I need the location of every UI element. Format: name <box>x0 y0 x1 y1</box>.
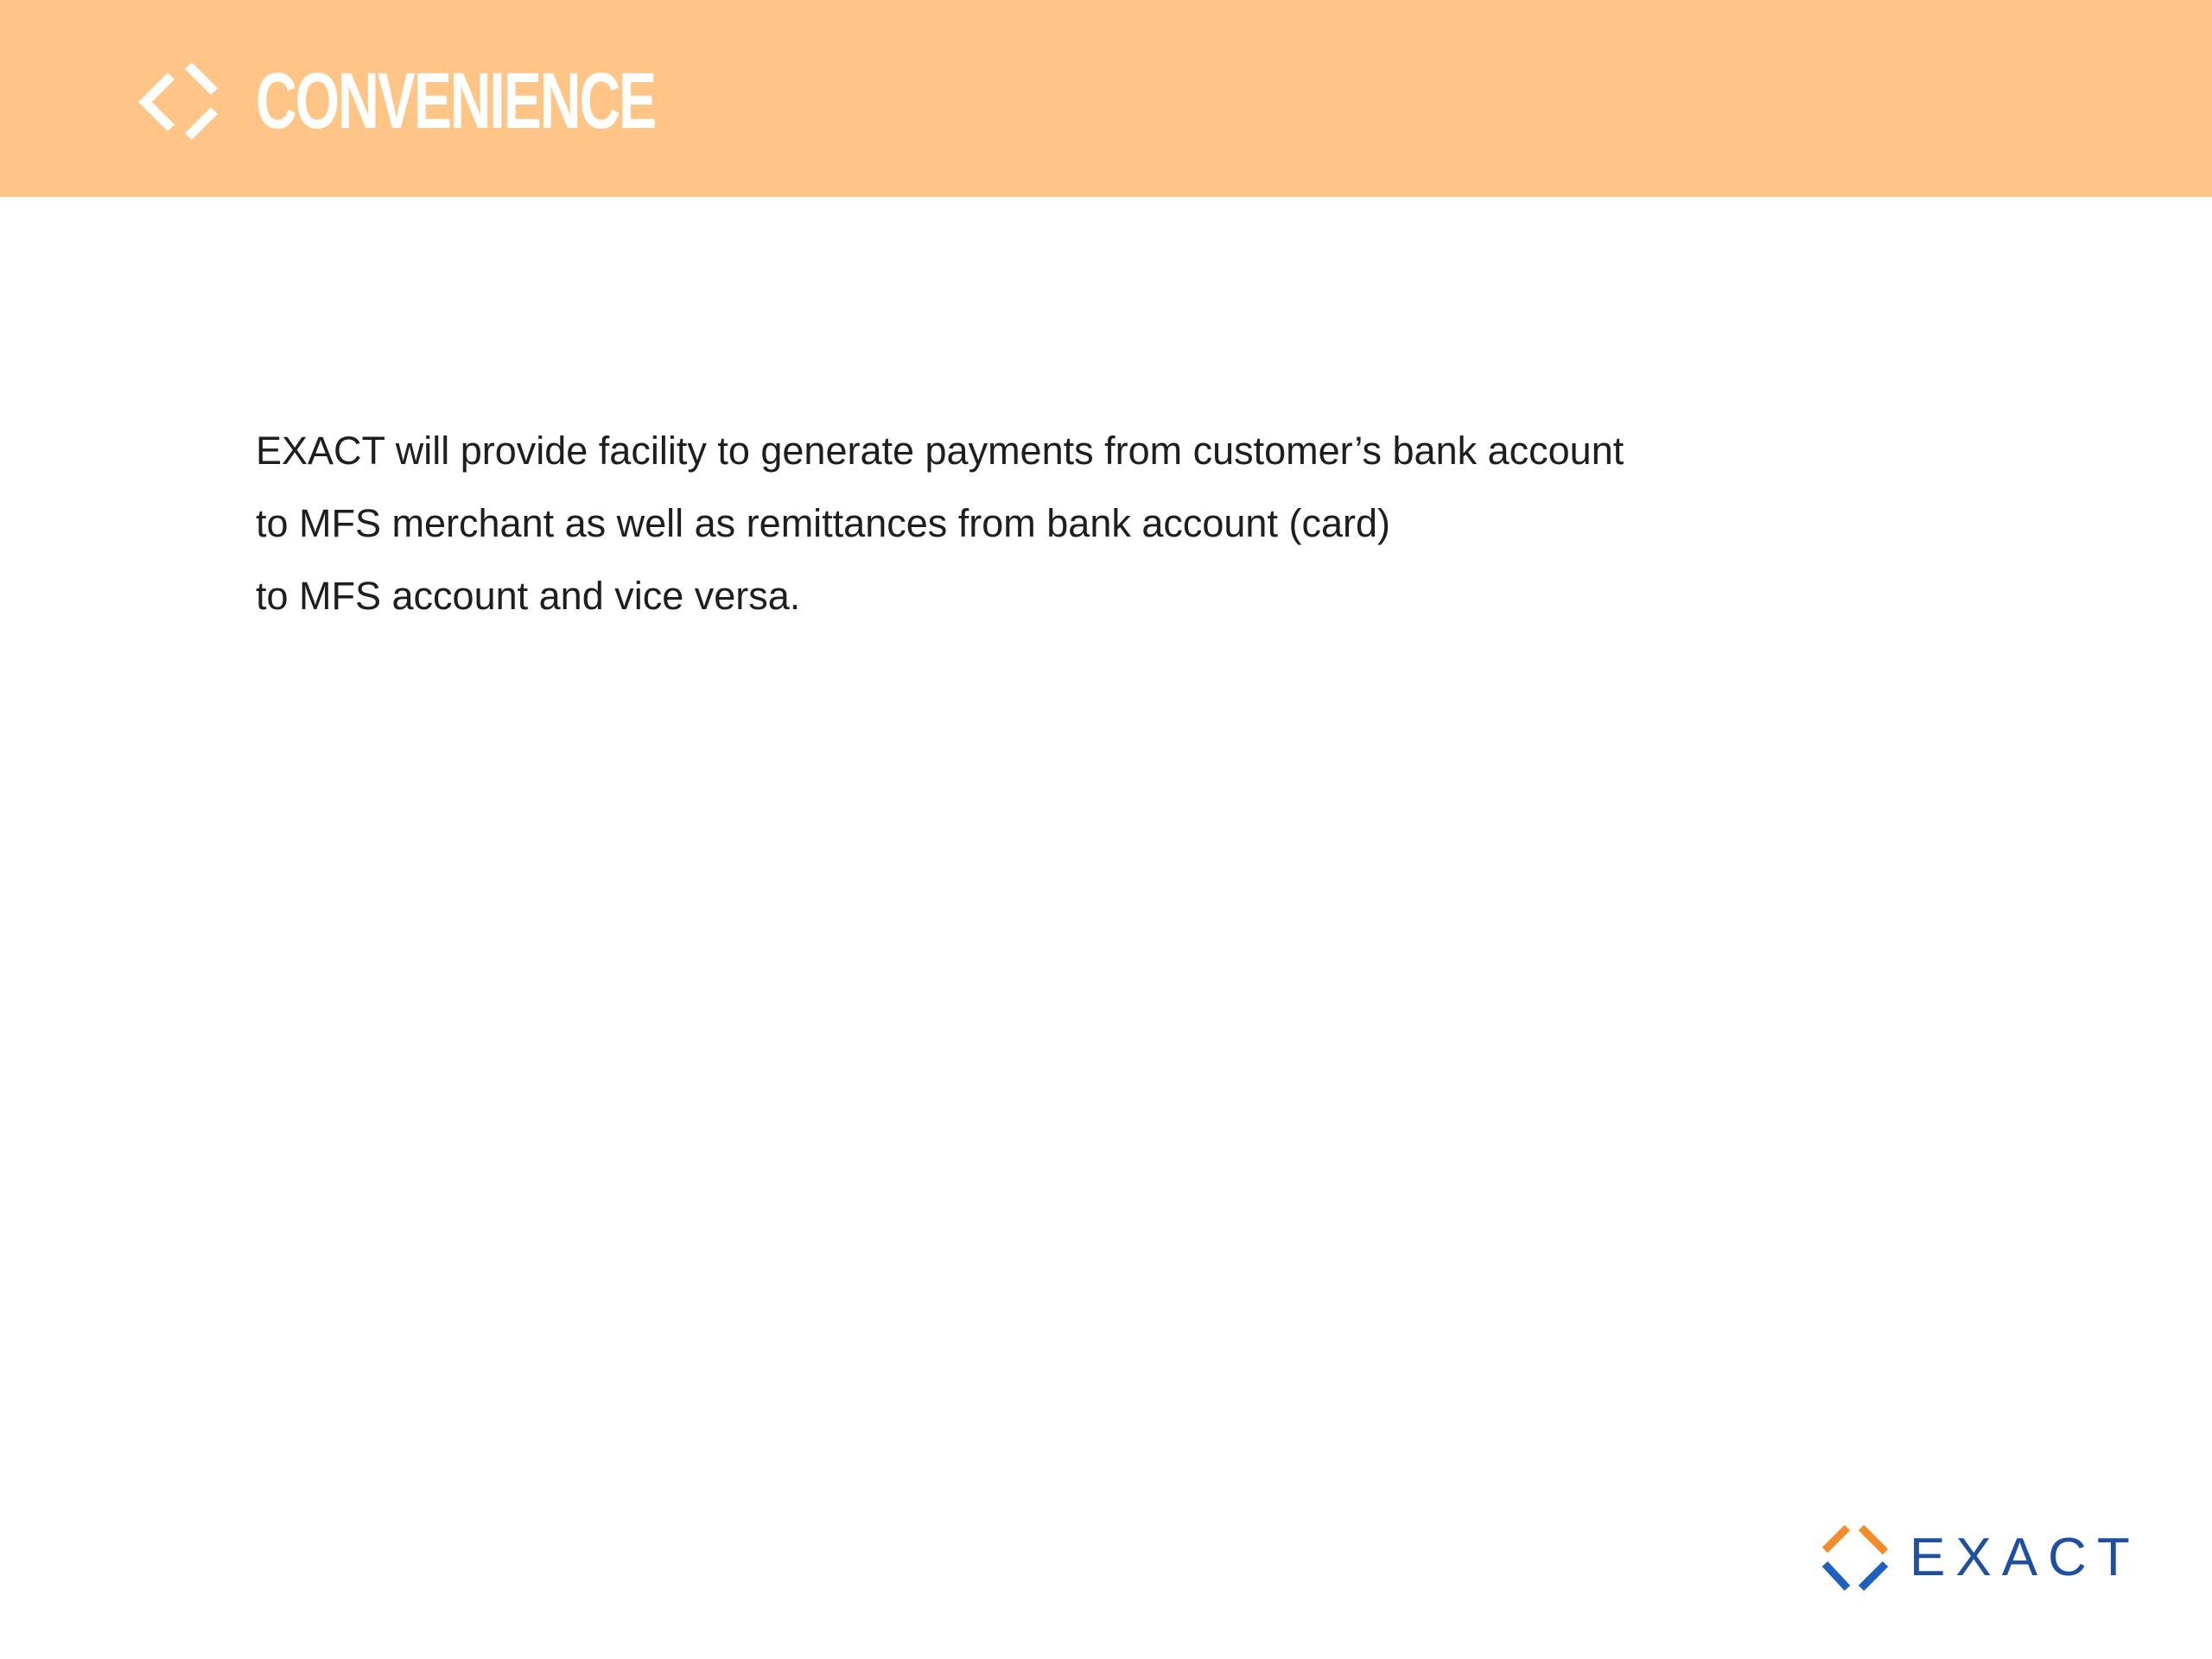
logo-wordmark: EXACT <box>1910 1528 2140 1587</box>
footer-logo <box>1821 1521 2140 1595</box>
body-line-2: to MFS merchant as well as remittances from bank account (card) <box>256 501 1390 545</box>
page-title: CONVENIENCE <box>256 57 656 145</box>
body-line-1: EXACT will provide facility to generate payments from customer’s bank account <box>256 429 1624 473</box>
logo-mark-blue-stroke <box>1825 1564 1847 1588</box>
logo-mark-blue-stroke-2 <box>1861 1564 1885 1588</box>
diamond-brackets-icon <box>135 57 225 147</box>
logo-mark-orange-stroke-2 <box>1861 1528 1885 1552</box>
exact-diamond-logo-icon <box>1821 1524 1889 1592</box>
body-line-3: to MFS account and vice versa. <box>256 574 801 618</box>
logo-mark-orange-stroke <box>1825 1528 1847 1550</box>
body-paragraph <box>256 415 1897 632</box>
